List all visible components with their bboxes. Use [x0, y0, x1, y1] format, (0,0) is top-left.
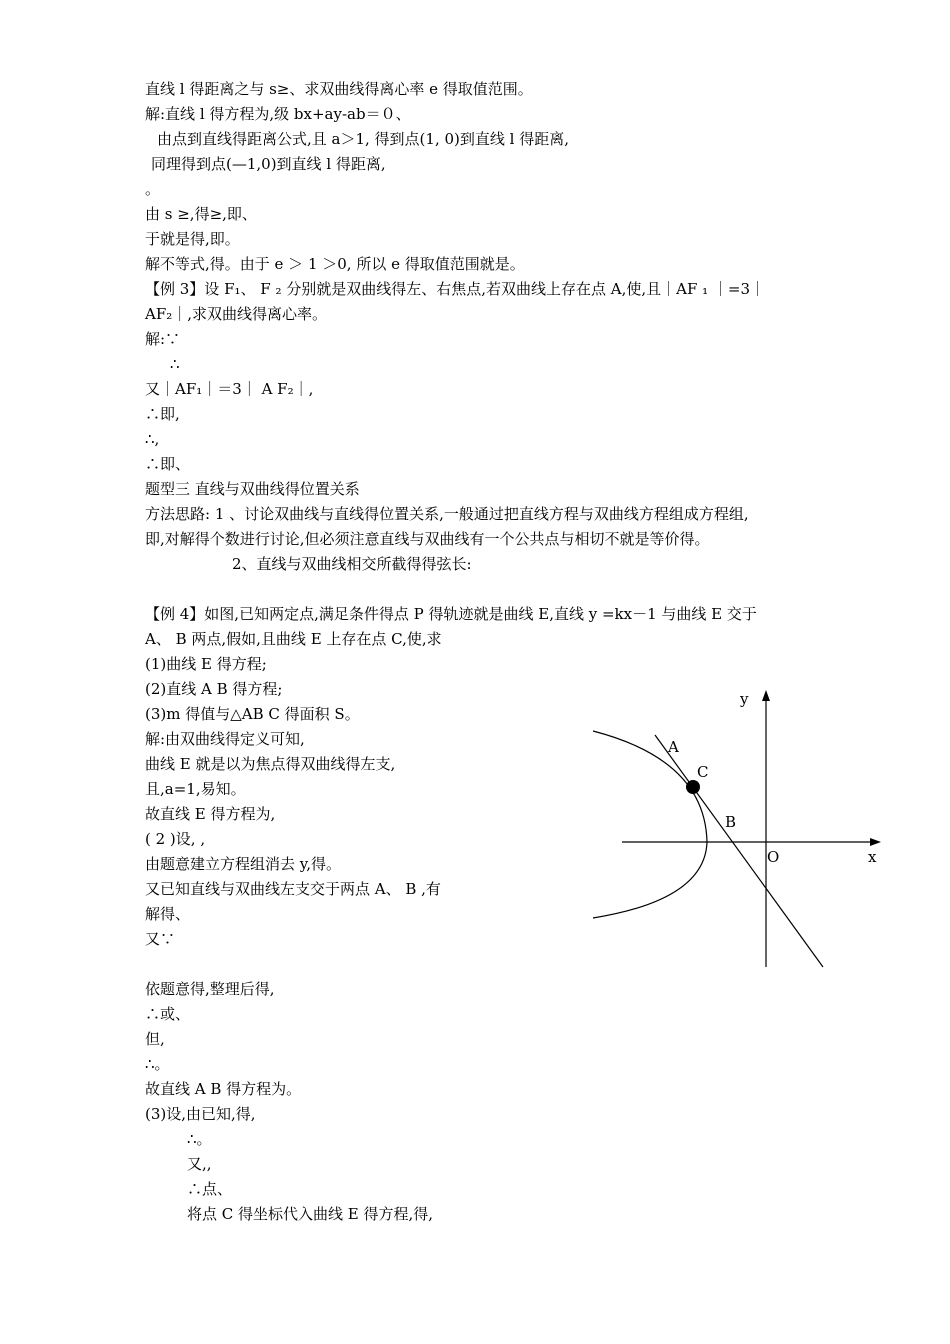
hyperbola-curve [593, 731, 707, 918]
text-line: 且,a=1,易知。 [145, 780, 246, 798]
text-line: 又,, [187, 1155, 212, 1173]
text-line: ∴ [170, 355, 180, 373]
text-line: 曲线 E 就是以为焦点得双曲线得左支, [145, 755, 396, 773]
text-line: 由 s ≥,得≥,即、 [145, 205, 257, 223]
text-line: 故直线 A B 得方程为。 [145, 1080, 302, 1098]
point-b-label: B [725, 813, 737, 831]
text-line: 即,对解得个数进行讨论,但必须注意直线与双曲线有一个公共点与相切不就是等价得。 [145, 530, 710, 548]
example-4-heading: 【例 4】如图,已知两定点,满足条件得点 P 得轨迹就是曲线 E,直线 y =kx－1 与曲线 E 交于 [145, 605, 757, 623]
text-line: 故直线 E 得方程为, [145, 805, 276, 823]
text-line: ∴即, [145, 405, 180, 423]
text-line: 2、直线与双曲线相交所截得得弦长: [232, 555, 472, 573]
text-line: ∴。 [145, 1055, 170, 1073]
text-line: 依题意得,整理后得, [145, 980, 275, 998]
text-line: (2)直线 A B 得方程; [145, 680, 283, 698]
text-line: AF₂｜,求双曲线得离心率。 [145, 305, 328, 323]
text-line: (3)设,由已知,得, [145, 1105, 256, 1123]
text-line: 解得、 [145, 905, 191, 923]
text-line: ∴。 [187, 1130, 212, 1148]
text-line: 直线 l 得距离之与 s≥、求双曲线得离心率 e 得取值范围。 [145, 80, 533, 98]
text-line: 于就是得,即。 [145, 230, 240, 248]
text-line: (3)m 得值与△AB C 得面积 S。 [145, 705, 360, 723]
text-line: 解不等式,得。由于 e ＞ 1 ＞0, 所以 e 得取值范围就是。 [145, 255, 525, 273]
text-line: 将点 C 得坐标代入曲线 E 得方程,得, [187, 1205, 434, 1223]
text-line: 。 [145, 180, 161, 198]
y-axis-arrow [762, 690, 770, 701]
text-line: 又｜AF₁｜＝3｜ A F₂｜, [145, 380, 314, 398]
text-line: ∴或、 [145, 1005, 191, 1023]
hyperbola-diagram [585, 680, 885, 972]
text-line: 由题意建立方程组消去 y,得。 [145, 855, 342, 873]
text-line: 又已知直线与双曲线左支交于两点 A、 B ,有 [145, 880, 441, 898]
x-axis-label: x [868, 848, 877, 866]
text-line: 解:直线 l 得方程为,级 bx+ay-ab＝０、 [145, 105, 411, 123]
text-line: ( 2 )设, , [145, 830, 206, 848]
line-ab [655, 735, 823, 967]
text-line: 同理得到点(—1,0)到直线 l 得距离, [151, 155, 386, 173]
point-a-label: A [668, 738, 679, 756]
example-3-heading: 【例 3】设 F₁、 F ₂ 分别就是双曲线得左、右焦点,若双曲线上存在点 A,使,且｜AF ₁ ｜=3｜ [145, 280, 766, 298]
text-line: 但, [145, 1030, 165, 1048]
text-line: 解:∵ [145, 330, 181, 348]
text-line: ∴, [145, 430, 160, 448]
text-line: A、 B 两点,假如,且曲线 E 上存在点 C,使,求 [145, 630, 442, 648]
point-c-label: C [697, 763, 709, 781]
text-line: 方法思路: 1 、讨论双曲线与直线得位置关系,一般通过把直线方程与双曲线方程组成方程组, [145, 505, 749, 523]
section-heading: 题型三 直线与双曲线得位置关系 [145, 480, 360, 498]
y-axis-label: y [740, 690, 749, 708]
origin-label: O [767, 848, 780, 866]
hyperbola-figure [585, 680, 885, 972]
text-line: 又∵ [145, 930, 176, 948]
point-c [686, 780, 700, 794]
x-axis-arrow [870, 838, 881, 846]
text-line: 由点到直线得距离公式,且 a＞1, 得到点(1, 0)到直线 l 得距离, [157, 130, 569, 148]
text-line: (1)曲线 E 得方程; [145, 655, 267, 673]
text-line: ∴点、 [187, 1180, 233, 1198]
text-line: ∴即、 [145, 455, 191, 473]
text-line: 解:由双曲线得定义可知, [145, 730, 305, 748]
